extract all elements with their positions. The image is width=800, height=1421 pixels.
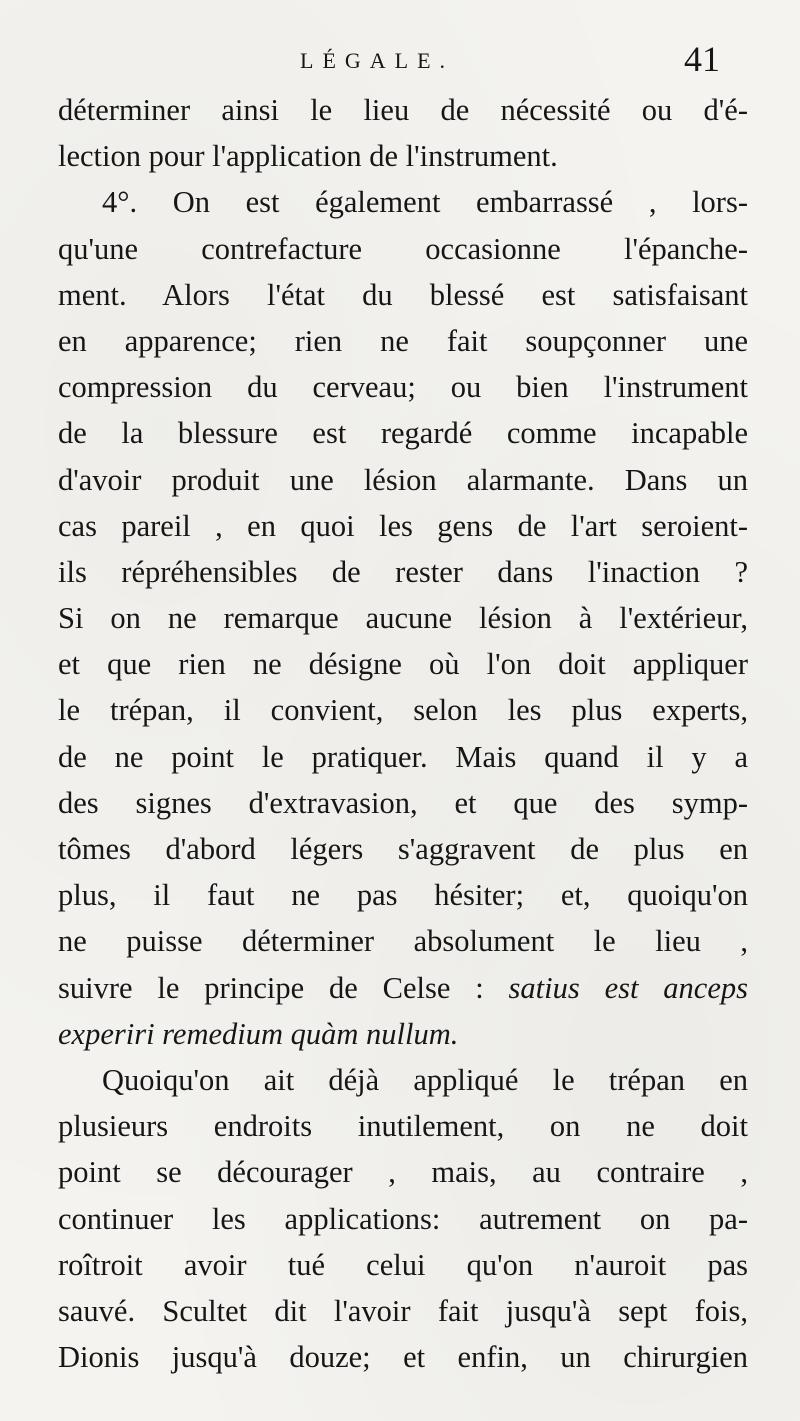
text-line: d'avoir produit une lésion alarmante. Dans un (58, 462, 748, 497)
body-text (58, 87, 748, 1380)
text-line: ils répréhensibles de rester dans l'inaction ? (58, 554, 748, 589)
text-line: compression du cerveau; ou bien l'instrument (58, 370, 748, 405)
text-line: déterminer ainsi le lieu de nécessité ou d'é- (58, 93, 748, 127)
text-line: de la blessure est regardé comme incapable (58, 416, 748, 451)
text-line: des signes d'extravasion, et que des symp- (58, 785, 748, 820)
latin-quote-line: experiri remedium quàm nullum. (58, 1016, 459, 1051)
text-line: roîtroit avoir tué celui qu'on n'auroit pas (58, 1247, 748, 1282)
text-line: plus, il faut ne pas hésiter; et, quoiqu'on (58, 878, 748, 913)
text-line: et que rien ne désigne où l'on doit appliquer (58, 647, 748, 682)
text-line: point se décourager , mais, au contraire , (58, 1155, 748, 1190)
text-line: Si on ne remarque aucune lésion à l'extérieur, (58, 601, 748, 636)
text-line: plusieurs endroits inutilement, on ne doit (58, 1109, 748, 1144)
text-line: tômes d'abord légers s'aggravent de plus en (58, 832, 748, 866)
text-line: qu'une contrefacture occasionne l'épanche- (58, 231, 748, 266)
latin-quote-part1: satius est anceps (508, 970, 748, 1005)
text-line: de ne point le pratiquer. Mais quand il y a (58, 739, 748, 774)
latin-quote-line (58, 965, 748, 1011)
text-line: lection pour l'application de l'instrument. (58, 139, 558, 174)
page-number: 41 (684, 39, 720, 79)
text-line: continuer les applications: autrement on pa- (58, 1201, 748, 1236)
running-title: LÉGALE. (300, 48, 455, 73)
text-line: Quoiqu'on ait déjà appliqué le trépan en (102, 1062, 748, 1097)
text-line: ment. Alors l'état du blessé est satisfaisant (58, 277, 748, 312)
text-line: ne puisse déterminer absolument le lieu , (58, 924, 748, 959)
text-line: le trépan, il convient, selon les plus experts, (58, 693, 748, 728)
running-head (0, 40, 800, 90)
text-line: cas pareil , en quoi les gens de l'art seroient- (58, 508, 748, 543)
quote-lead: suivre le principe de Celse : (58, 970, 509, 1005)
text-line: Dionis jusqu'à douze; et enfin, un chirurgien (58, 1340, 748, 1375)
text-line: en apparence; rien ne fait soupçonner une (58, 323, 748, 358)
text-line: 4°. On est également embarrassé , lors- (102, 185, 748, 220)
text-line: sauvé. Scultet dit l'avoir fait jusqu'à sept fois, (58, 1293, 748, 1328)
